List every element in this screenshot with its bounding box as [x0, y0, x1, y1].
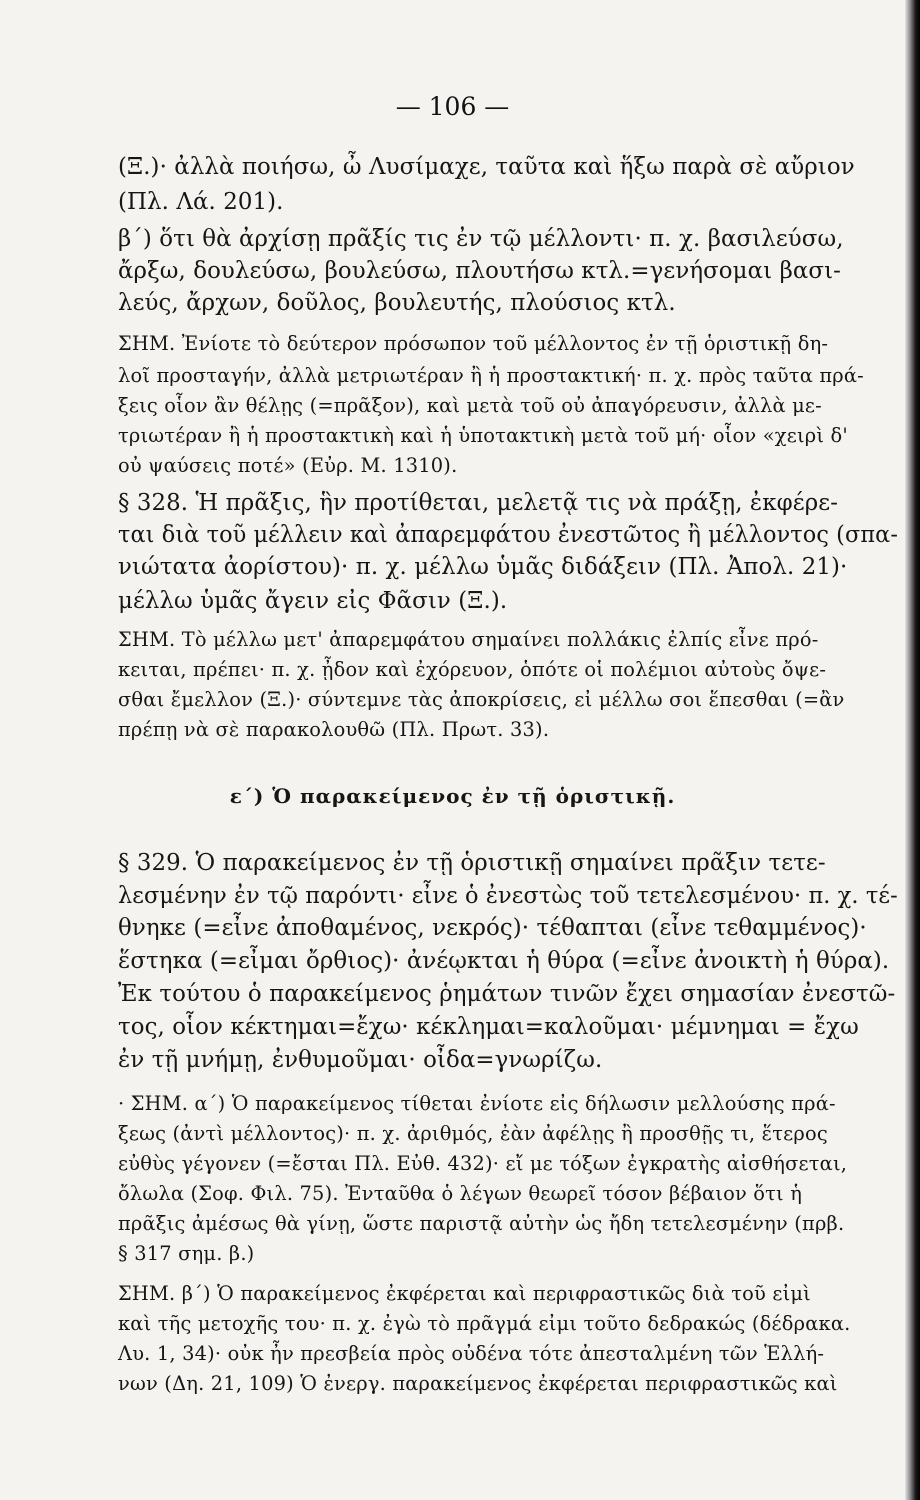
- text-line: νιώτατα ἀορίστου)· π. χ. μέλλω ὑμᾶς διδάξειν (Πλ. Ἀπολ. 21)·: [118, 554, 848, 580]
- note-line: τριωτέραν ἢ ἡ προστακτικὴ καὶ ἡ ὑποτακτικὴ μετὰ τοῦ μή· οἷον «χειρὶ δ': [118, 424, 848, 447]
- text-line: τος, οἷον κέκτημαι=ἔχω· κέκλημαι=καλοῦμαι· μέμνημαι = ἔχω: [118, 1014, 859, 1040]
- section-heading: ε΄) Ὁ παρακείμενος ἐν τῇ ὁριστικῇ.: [229, 784, 676, 808]
- note-line: ξεις οἷον ἂν θέλῃς (=πρᾶξον), καὶ μετὰ τοῦ οὐ ἀπαγόρευσιν, ἀλλὰ με-: [118, 394, 822, 417]
- note-line: νων (Δη. 21, 109) Ὁ ἐνεργ. παρακείμενος ἐκφέρεται περιφραστικῶς καὶ: [118, 1372, 838, 1395]
- note-line: · ΣΗΜ. α΄) Ὁ παρακείμενος τίθεται ἐνίοτε εἰς δήλωσιν μελλούσης πρά-: [118, 1092, 836, 1115]
- text-line: θνηκε (=εἶνε ἀποθαμένος, νεκρός)· τέθαπται (εἶνε τεθαμμένος)·: [118, 915, 867, 941]
- note-line: λοῖ προσταγήν, ἀλλὰ μετριωτέραν ἢ ἡ προστακτική· π. χ. πρὸς ταῦτα πρά-: [118, 364, 864, 387]
- page-edge: [905, 0, 920, 1500]
- text-line: Ἐκ τούτου ὁ παρακείμενος ῥημάτων τινῶν ἔχει σημασίαν ἐνεστῶ-: [118, 981, 896, 1007]
- note-line: πρᾶξις ἀμέσως θὰ γίνῃ, ὥστε παριστᾷ αὐτὴν ὡς ἤδη τετελεσμένην (πρβ.: [118, 1212, 845, 1235]
- note-line: ΣΗΜ. Τὸ μέλλω μετ' ἀπαρεμφάτου σημαίνει πολλάκις ἐλπίς εἶνε πρό-: [118, 628, 819, 651]
- note-line: ΣΗΜ. Ἐνίοτε τὸ δεύτερον πρόσωπον τοῦ μέλλοντος ἐν τῇ ὁριστικῇ δη-: [118, 332, 829, 355]
- text-line: § 329. Ὁ παρακείμενος ἐν τῇ ὁριστικῇ σημαίνει πρᾶξιν τετε-: [118, 850, 826, 876]
- note-line: πρέπῃ νὰ σὲ παρακολουθῶ (Πλ. Πρωτ. 33).: [118, 718, 550, 741]
- note-line: καὶ τῆς μετοχῆς του· π. χ. ἐγὼ τὸ πρᾶγμά εἰμι τοῦτο δεδρακώς (δέδρακα.: [118, 1312, 851, 1335]
- text-line: ἄρξω, δουλεύσω, βουλεύσω, πλουτήσω κτλ.=γενήσομαι βασι-: [118, 258, 841, 284]
- text-line: (Ξ.)· ἀλλὰ ποιήσω, ὦ Λυσίμαχε, ταῦτα καὶ ἥξω παρὰ σὲ αὔριον: [118, 154, 855, 180]
- text-line: ἕστηκα (=εἶμαι ὄρθιος)· ἀνέῳκται ἡ θύρα (=εἶνε ἀνοικτὴ ἡ θύρα).: [118, 948, 890, 974]
- text-line: ται διὰ τοῦ μέλλειν καὶ ἀπαρεμφάτου ἐνεστῶτος ἢ μέλλοντος (σπα-: [118, 522, 899, 548]
- page-number: — 106 —: [395, 92, 510, 121]
- note-line: κειται, πρέπει· π. χ. ᾖδον καὶ ἐχόρευον, ὁπότε οἱ πολέμιοι αὐτοὺς ὄψε-: [118, 658, 827, 681]
- note-line: § 317 σημ. β.): [118, 1242, 255, 1265]
- text-line: ἐν τῇ μνήμῃ, ἐνθυμοῦμαι· οἶδα=γνωρίζω.: [118, 1047, 603, 1073]
- note-line: εὐθὺς γέγονεν (=ἔσται Πλ. Εὐθ. 432)· εἴ με τόξων ἐγκρατὴς αἰσθήσεται,: [118, 1152, 848, 1175]
- note-line: οὐ ψαύσεις ποτέ» (Εὐρ. Μ. 1310).: [118, 454, 458, 477]
- text-line: β΄) ὅτι θὰ ἀρχίσῃ πρᾶξίς τις ἐν τῷ μέλλοντι· π. χ. βασιλεύσω,: [118, 226, 844, 252]
- note-line: ὄλωλα (Σοφ. Φιλ. 75). Ἐνταῦθα ὁ λέγων θεωρεῖ τόσον βέβαιον ὅτι ἡ: [118, 1182, 803, 1205]
- note-line: Λυ. 1, 34)· οὐκ ἦν πρεσβεία πρὸς οὐδένα τότε ἀπεσταλμένη τῶν Ἑλλή-: [118, 1342, 825, 1365]
- note-line: σθαι ἔμελλον (Ξ.)· σύντεμνε τὰς ἀποκρίσεις, εἰ μέλλω σοι ἕπεσθαι (=ἂν: [118, 688, 845, 711]
- note-line: ΣΗΜ. β΄) Ὁ παρακείμενος ἐκφέρεται καὶ περιφραστικῶς διὰ τοῦ εἰμὶ: [118, 1282, 811, 1305]
- text-line: λεσμένην ἐν τῷ παρόντι· εἶνε ὁ ἐνεστὼς τοῦ τετελεσμένου· π. χ. τέ-: [118, 883, 898, 909]
- text-line: λεύς, ἄρχων, δοῦλος, βουλευτής, πλούσιος κτλ.: [118, 290, 676, 316]
- text-line: (Πλ. Λά. 201).: [118, 189, 284, 215]
- text-line: μέλλω ὑμᾶς ἄγειν εἰς Φᾶσιν (Ξ.).: [118, 588, 508, 614]
- note-line: ξεως (ἀντὶ μέλλοντος)· π. χ. ἀριθμός, ἐὰν ἀφέλῃς ἢ προσθῇς τι, ἕτερος: [118, 1122, 828, 1145]
- text-line: § 328. Ἡ πρᾶξις, ἣν προτίθεται, μελετᾷ τις νὰ πράξῃ, ἐκφέρε-: [118, 490, 839, 516]
